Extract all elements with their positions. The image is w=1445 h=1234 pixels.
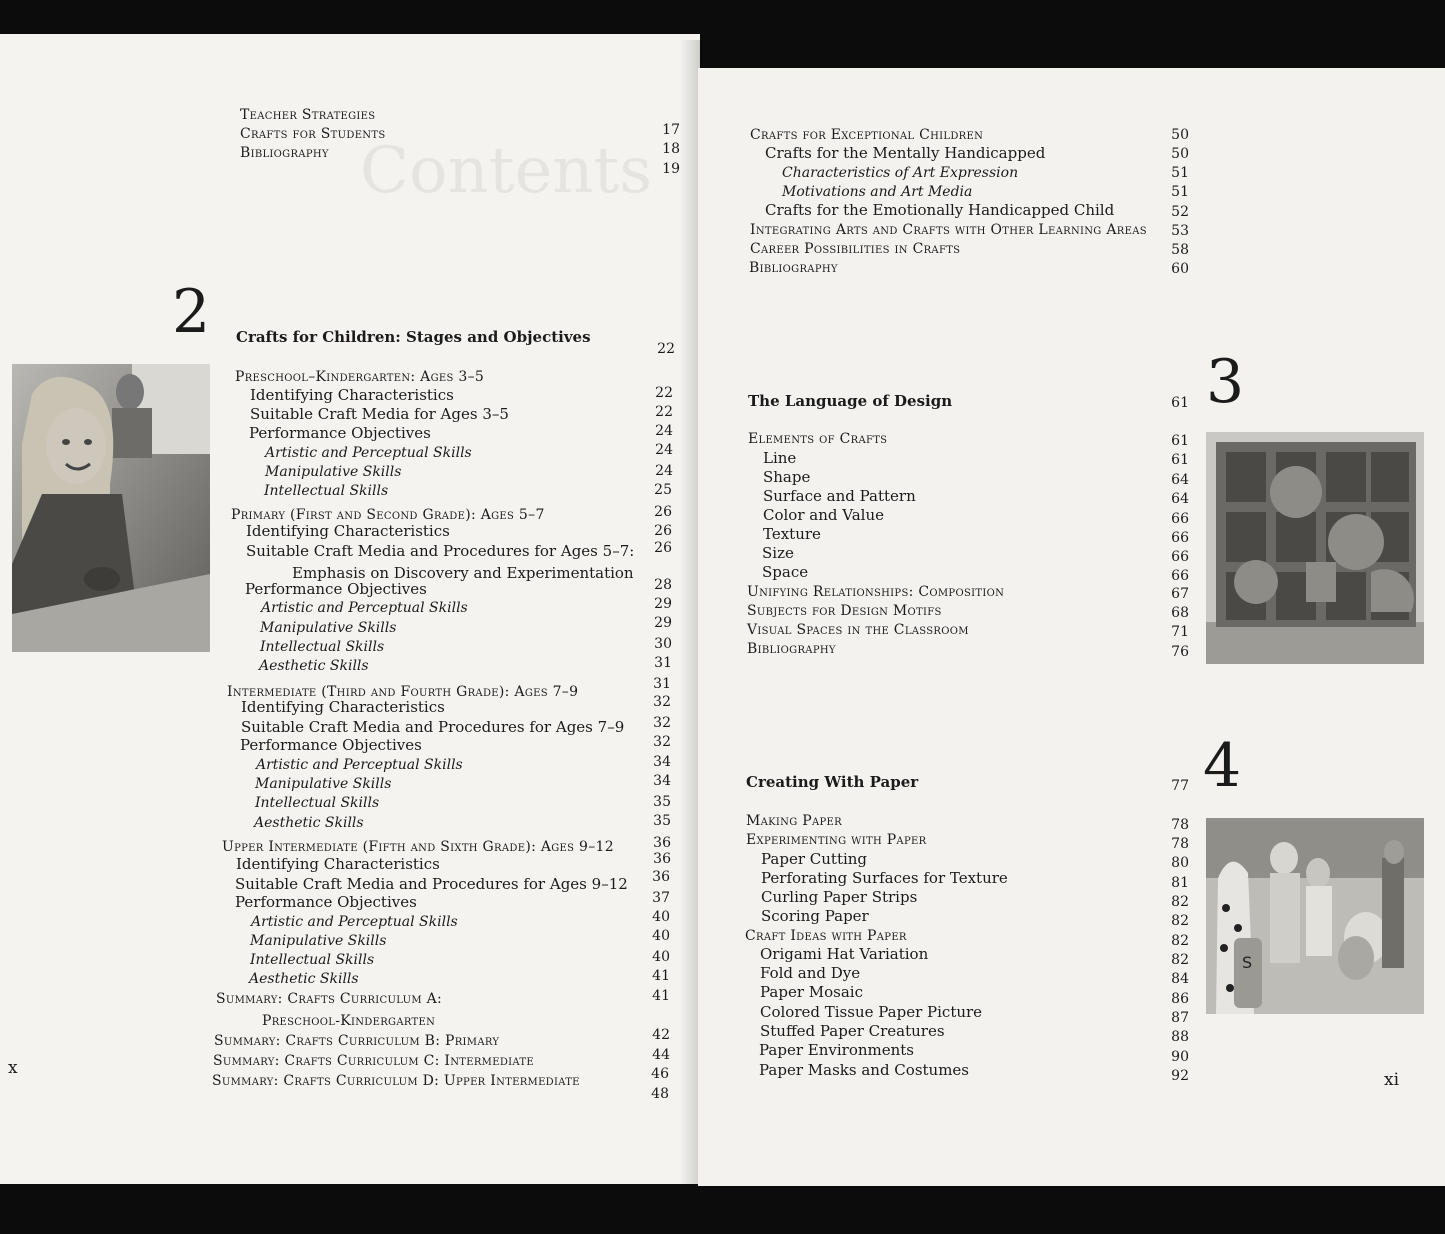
page-number: 28 [654, 577, 672, 593]
page-number: 61 [1171, 452, 1189, 468]
page-number: 82 [1171, 894, 1189, 910]
page-number: 58 [1171, 242, 1189, 258]
page-number: 51 [1171, 184, 1189, 200]
toc-entry: Preschool–Kindergarten: Ages 3–5 [235, 369, 485, 385]
page-number: 36 [653, 851, 671, 867]
page-number: 68 [1171, 605, 1189, 621]
toc-entry: Fold and Dye [760, 964, 861, 982]
page-number: 61 [1171, 395, 1189, 411]
toc-entry: Unifying Relationships: Composition [747, 584, 1005, 600]
toc-entry: Manipulative Skills [255, 776, 392, 792]
page-number: 36 [653, 835, 671, 851]
toc-entry: Identifying Characteristics [241, 698, 445, 716]
page-number: 40 [652, 949, 670, 965]
toc-entry: Emphasis on Discovery and Experimentation [292, 564, 634, 582]
toc-entry: Bibliography [240, 145, 329, 161]
toc-entry: Colored Tissue Paper Picture [760, 1003, 983, 1021]
toc-entry: Subjects for Design Motifs [747, 603, 942, 619]
page-number: 77 [1171, 778, 1189, 794]
chapter-title: The Language of Design [748, 392, 953, 410]
page-number: 26 [654, 523, 672, 539]
chapter-title: Crafts for Children: Stages and Objectives [236, 328, 591, 346]
toc-entry: Paper Environments [759, 1041, 915, 1059]
chapter-3-photo [1206, 432, 1424, 664]
toc-entry: Intellectual Skills [260, 639, 385, 655]
toc-entry: Intellectual Skills [255, 795, 380, 811]
page-number: 80 [1171, 855, 1189, 871]
toc-entry: Aesthetic Skills [254, 815, 364, 831]
toc-entry: Paper Mosaic [760, 983, 864, 1001]
page-number: 64 [1171, 472, 1189, 488]
toc-entry: Paper Masks and Costumes [759, 1061, 969, 1079]
page-number: 36 [652, 869, 670, 885]
chapter-4-photo [1206, 818, 1424, 1014]
toc-entry: Performance Objectives [235, 893, 417, 911]
page-number: 40 [652, 909, 670, 925]
page-number: 42 [652, 1027, 670, 1043]
chapter-number: 2 [172, 277, 211, 347]
toc-entry: Stuffed Paper Creatures [760, 1022, 945, 1040]
page-number: 32 [653, 694, 671, 710]
page-number: 22 [655, 404, 673, 420]
toc-entry: Aesthetic Skills [249, 971, 359, 987]
page-number: 82 [1171, 913, 1189, 929]
page-number: 35 [653, 794, 671, 810]
page-number: 66 [1171, 511, 1189, 527]
page-number: 31 [653, 676, 671, 692]
toc-entry: Characteristics of Art Expression [782, 165, 1019, 181]
toc-entry: Paper Cutting [761, 850, 868, 868]
right-page [698, 68, 1445, 1186]
toc-entry: Suitable Craft Media and Procedures for Ages 7–9 [241, 718, 625, 736]
toc-entry: Intellectual Skills [264, 483, 389, 499]
page-number: 48 [651, 1086, 669, 1102]
page-number: 22 [657, 341, 675, 357]
toc-entry: Summary: Crafts Curriculum A: [216, 991, 443, 1007]
page-number: 26 [654, 504, 672, 520]
page-number: 24 [655, 423, 673, 439]
page-number: 88 [1171, 1029, 1189, 1045]
toc-entry: Making Paper [746, 813, 842, 829]
toc-entry: Identifying Characteristics [250, 386, 454, 404]
toc-entry: Crafts for the Emotionally Handicapped Child [765, 201, 1115, 219]
page-number: 34 [653, 773, 671, 789]
toc-entry: Visual Spaces in the Classroom [747, 622, 969, 638]
toc-entry: Summary: Crafts Curriculum C: Intermediate [213, 1053, 534, 1069]
toc-entry: Suitable Craft Media and Procedures for Ages 9–12 [235, 875, 628, 893]
toc-entry: Teacher Strategies [240, 107, 376, 123]
page-number: 78 [1171, 817, 1189, 833]
show-through-text: Contents [360, 134, 653, 208]
toc-entry: Manipulative Skills [260, 620, 397, 636]
page-number: 26 [654, 540, 672, 556]
toc-entry: Performance Objectives [240, 736, 422, 754]
left-page [0, 34, 700, 1184]
toc-entry: Curling Paper Strips [761, 888, 918, 906]
page-number: 82 [1171, 952, 1189, 968]
page-number: 53 [1171, 223, 1189, 239]
toc-entry: Perforating Surfaces for Texture [761, 869, 1008, 887]
toc-entry: Scoring Paper [761, 907, 869, 925]
page-number: 81 [1171, 875, 1189, 891]
page-number: 52 [1171, 204, 1189, 220]
toc-entry: Upper Intermediate (Fifth and Sixth Grade): Ages 9–12 [222, 839, 614, 855]
page-number: 41 [652, 988, 670, 1004]
page-number: 64 [1171, 491, 1189, 507]
page-number: 82 [1171, 933, 1189, 949]
toc-entry: Identifying Characteristics [246, 522, 450, 540]
toc-entry: Performance Objectives [245, 580, 427, 598]
folio: x [8, 1058, 18, 1078]
page-number: 29 [654, 615, 672, 631]
toc-entry: Motivations and Art Media [782, 184, 973, 200]
toc-entry: Artistic and Perceptual Skills [251, 914, 458, 930]
toc-entry: Preschool-Kindergarten [262, 1013, 436, 1029]
chapter-number: 4 [1203, 731, 1242, 801]
toc-entry: Artistic and Perceptual Skills [265, 445, 472, 461]
toc-entry: Performance Objectives [249, 424, 431, 442]
page-number: 32 [653, 715, 671, 731]
toc-entry: Crafts for Students [240, 126, 386, 142]
toc-entry: Artistic and Perceptual Skills [256, 757, 463, 773]
toc-entry: Intellectual Skills [250, 952, 375, 968]
toc-entry: Surface and Pattern [763, 487, 916, 505]
page-number: 37 [652, 890, 670, 906]
page-number: 66 [1171, 568, 1189, 584]
page-number: 51 [1171, 165, 1189, 181]
page-number: 29 [654, 596, 672, 612]
page-number: 25 [654, 482, 672, 498]
page-number: 32 [653, 734, 671, 750]
page-number: 31 [654, 655, 672, 671]
toc-entry: Crafts for the Mentally Handicapped [765, 144, 1046, 162]
page-number: 22 [655, 385, 673, 401]
page-number: 19 [662, 161, 680, 177]
page-number: 34 [653, 754, 671, 770]
toc-entry: Shape [763, 468, 811, 486]
toc-entry: Crafts for Exceptional Children [750, 127, 984, 143]
page-number: 86 [1171, 991, 1189, 1007]
page-number: 24 [655, 442, 673, 458]
toc-entry: Aesthetic Skills [259, 658, 369, 674]
page-number: 66 [1171, 549, 1189, 565]
toc-entry: Experimenting with Paper [746, 832, 927, 848]
toc-entry: Artistic and Perceptual Skills [261, 600, 468, 616]
toc-entry: Summary: Crafts Curriculum B: Primary [214, 1033, 500, 1049]
page-number: 41 [652, 968, 670, 984]
page-number: 84 [1171, 971, 1189, 987]
page-number: 92 [1171, 1068, 1189, 1084]
page-number: 18 [662, 141, 680, 157]
chapter-title: Creating With Paper [746, 773, 919, 791]
toc-entry: Bibliography [749, 260, 838, 276]
folio: xi [1384, 1070, 1400, 1090]
page-number: 78 [1171, 836, 1189, 852]
page-number: 66 [1171, 530, 1189, 546]
page-number: 44 [652, 1047, 670, 1063]
toc-entry: Size [762, 544, 794, 562]
toc-entry: Origami Hat Variation [760, 945, 929, 963]
page-number: 76 [1171, 644, 1189, 660]
toc-entry: Integrating Arts and Crafts with Other Learning Areas [750, 222, 1147, 238]
chapter-2-photo [12, 364, 210, 652]
toc-entry: Bibliography [747, 641, 836, 657]
page-number: 87 [1171, 1010, 1189, 1026]
toc-entry: Summary: Crafts Curriculum D: Upper Intermediate [212, 1073, 580, 1089]
toc-entry: Color and Value [763, 506, 884, 524]
toc-entry: Elements of Crafts [748, 431, 888, 447]
toc-entry: Identifying Characteristics [236, 855, 440, 873]
page-number: 35 [653, 813, 671, 829]
page-number: 30 [654, 636, 672, 652]
chapter-number: 3 [1206, 347, 1245, 417]
toc-entry: Suitable Craft Media and Procedures for Ages 5–7: [246, 542, 635, 560]
page-number: 50 [1171, 146, 1189, 162]
toc-entry: Texture [763, 525, 821, 543]
page-number: 50 [1171, 127, 1189, 143]
toc-entry: Line [763, 449, 797, 467]
toc-entry: Manipulative Skills [265, 464, 402, 480]
toc-entry: Primary (First and Second Grade): Ages 5–7 [231, 507, 545, 523]
toc-entry: Space [762, 563, 809, 581]
toc-entry: Career Possibilities in Crafts [750, 241, 961, 257]
toc-entry: Intermediate (Third and Fourth Grade): Ages 7–9 [227, 684, 579, 700]
page-number: 40 [652, 928, 670, 944]
page-number: 46 [651, 1066, 669, 1082]
page-number: 61 [1171, 433, 1189, 449]
svg-text:S: S [1242, 953, 1253, 972]
page-number: 60 [1171, 261, 1189, 277]
page-number: 67 [1171, 586, 1189, 602]
page-number: 71 [1171, 624, 1189, 640]
page-number: 17 [662, 122, 680, 138]
page-number: 24 [655, 463, 673, 479]
toc-entry: Manipulative Skills [250, 933, 387, 949]
toc-entry: Suitable Craft Media for Ages 3–5 [250, 405, 509, 423]
page-number: 90 [1171, 1049, 1189, 1065]
toc-entry: Craft Ideas with Paper [745, 928, 907, 944]
